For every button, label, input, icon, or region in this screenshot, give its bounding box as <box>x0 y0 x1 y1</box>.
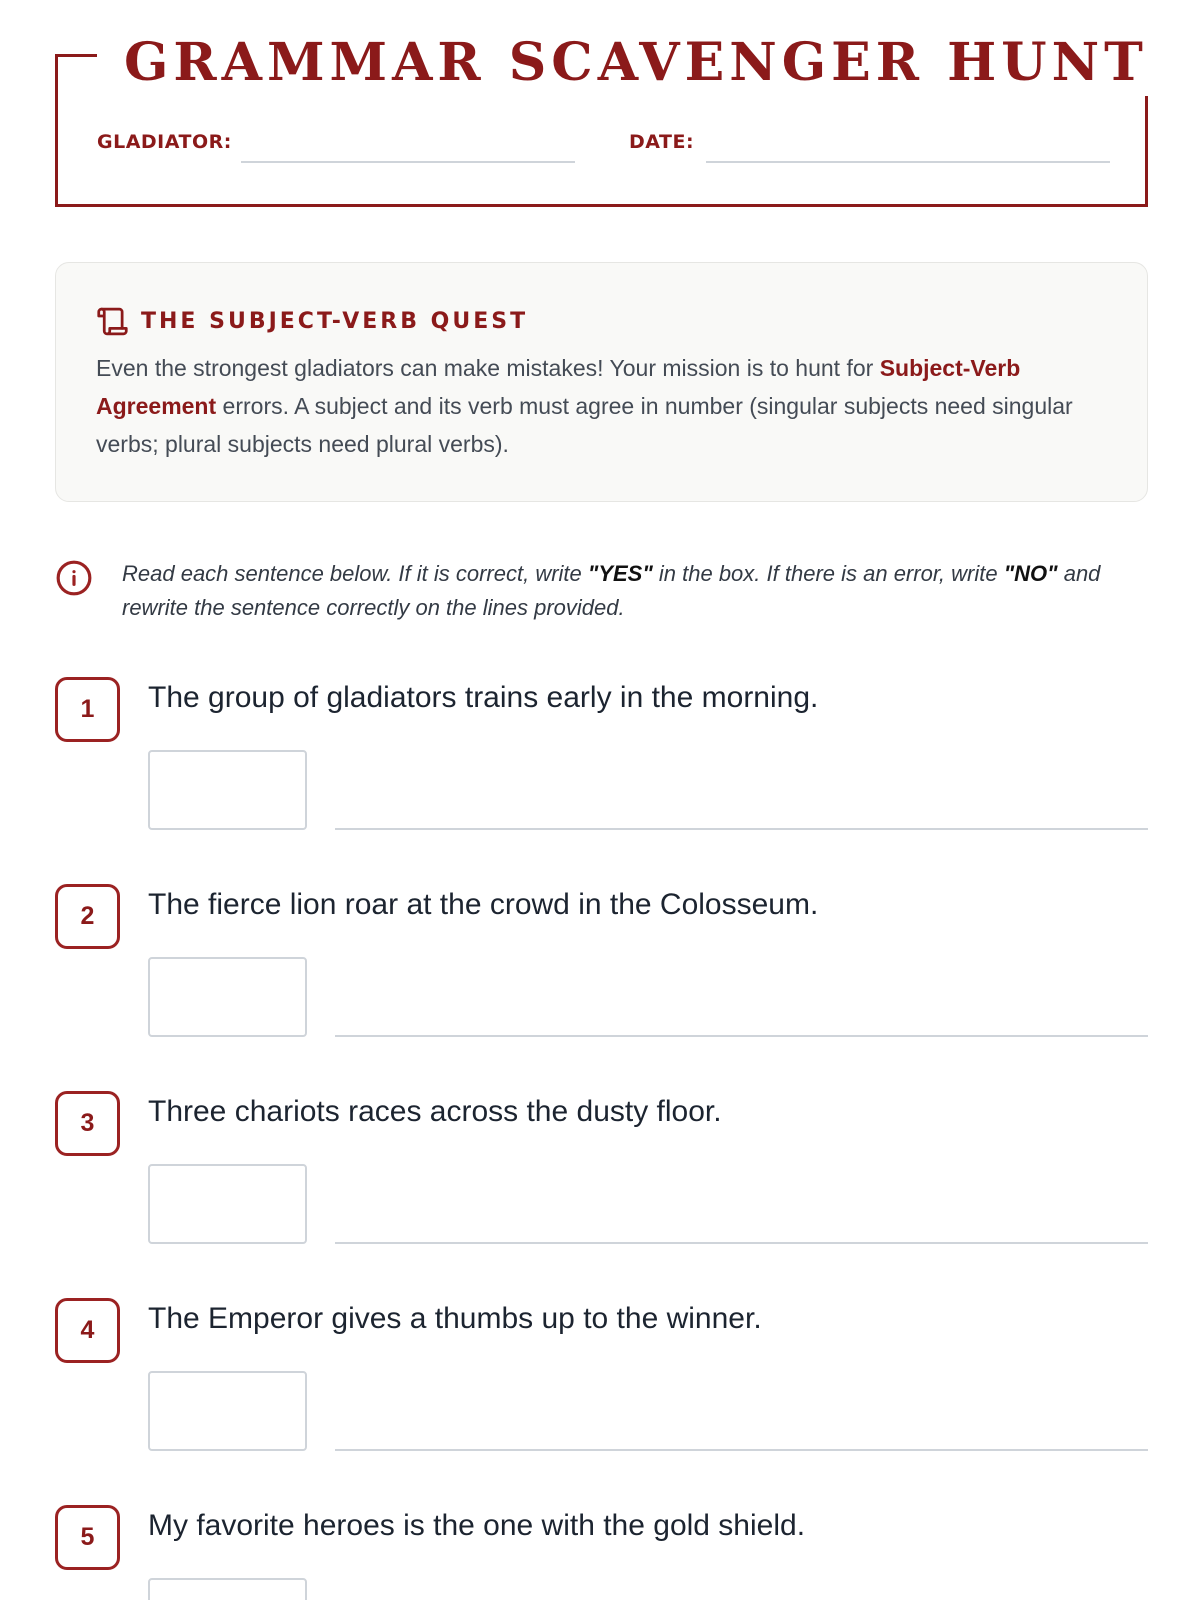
question-item <box>55 1505 1148 1600</box>
instructions-no: "NO" <box>1003 561 1058 586</box>
question-number: 2 <box>55 884 120 949</box>
quest-rest-text: errors. A subject and its verb must agree in number (singular subjects need singular verbs; plural subjects need plural verbs). <box>96 393 1073 457</box>
question-item <box>55 677 1148 837</box>
gladiator-input-line[interactable] <box>241 161 575 163</box>
date-input-line[interactable] <box>706 161 1110 163</box>
question-text: Three chariots races across the dusty floor. <box>148 1095 722 1128</box>
answer-box[interactable] <box>148 1578 307 1600</box>
rewrite-line[interactable] <box>335 1035 1148 1037</box>
question-item <box>55 1298 1148 1458</box>
info-icon <box>55 559 93 597</box>
quest-card <box>55 262 1148 502</box>
instructions-text-3: and rewrite the sentence correctly on the lines provided. <box>122 561 1101 620</box>
answer-box[interactable] <box>148 750 307 830</box>
quest-title: THE SUBJECT-VERB QUEST <box>141 309 529 334</box>
question-text: My favorite heroes is the one with the gold shield. <box>148 1509 806 1542</box>
question-text: The fierce lion roar at the crowd in the Colosseum. <box>148 888 819 921</box>
question-item <box>55 884 1148 1044</box>
instructions-text-2: in the box. If there is an error, write <box>652 561 1004 586</box>
instructions <box>122 557 1162 625</box>
question-text: The group of gladiators trains early in the morning. <box>148 681 819 714</box>
question-number: 4 <box>55 1298 120 1363</box>
rewrite-line[interactable] <box>335 1449 1148 1451</box>
instructions-text-1: Read each sentence below. If it is correct, write <box>122 561 588 586</box>
question-item <box>55 1091 1148 1251</box>
answer-box[interactable] <box>148 957 307 1037</box>
quest-highlight: Subject-Verb Agreement <box>96 355 1021 419</box>
scroll-icon <box>96 305 129 338</box>
question-number: 3 <box>55 1091 120 1156</box>
answer-box[interactable] <box>148 1164 307 1244</box>
date-label: DATE: <box>629 131 695 153</box>
question-text: The Emperor gives a thumbs up to the winner. <box>148 1302 762 1335</box>
gladiator-label: GLADIATOR: <box>97 131 232 153</box>
question-number: 1 <box>55 677 120 742</box>
answer-box[interactable] <box>148 1371 307 1451</box>
question-number: 5 <box>55 1505 120 1570</box>
rewrite-line[interactable] <box>335 828 1148 830</box>
instructions-yes: "YES" <box>587 561 653 586</box>
quest-intro-text: Even the strongest gladiators can make mistakes! Your mission is to hunt for <box>96 355 880 381</box>
page-title: GRAMMAR SCAVENGER HUNT <box>97 30 1175 96</box>
quest-description <box>96 349 1111 463</box>
quest-heading <box>96 305 528 338</box>
rewrite-line[interactable] <box>335 1242 1148 1244</box>
